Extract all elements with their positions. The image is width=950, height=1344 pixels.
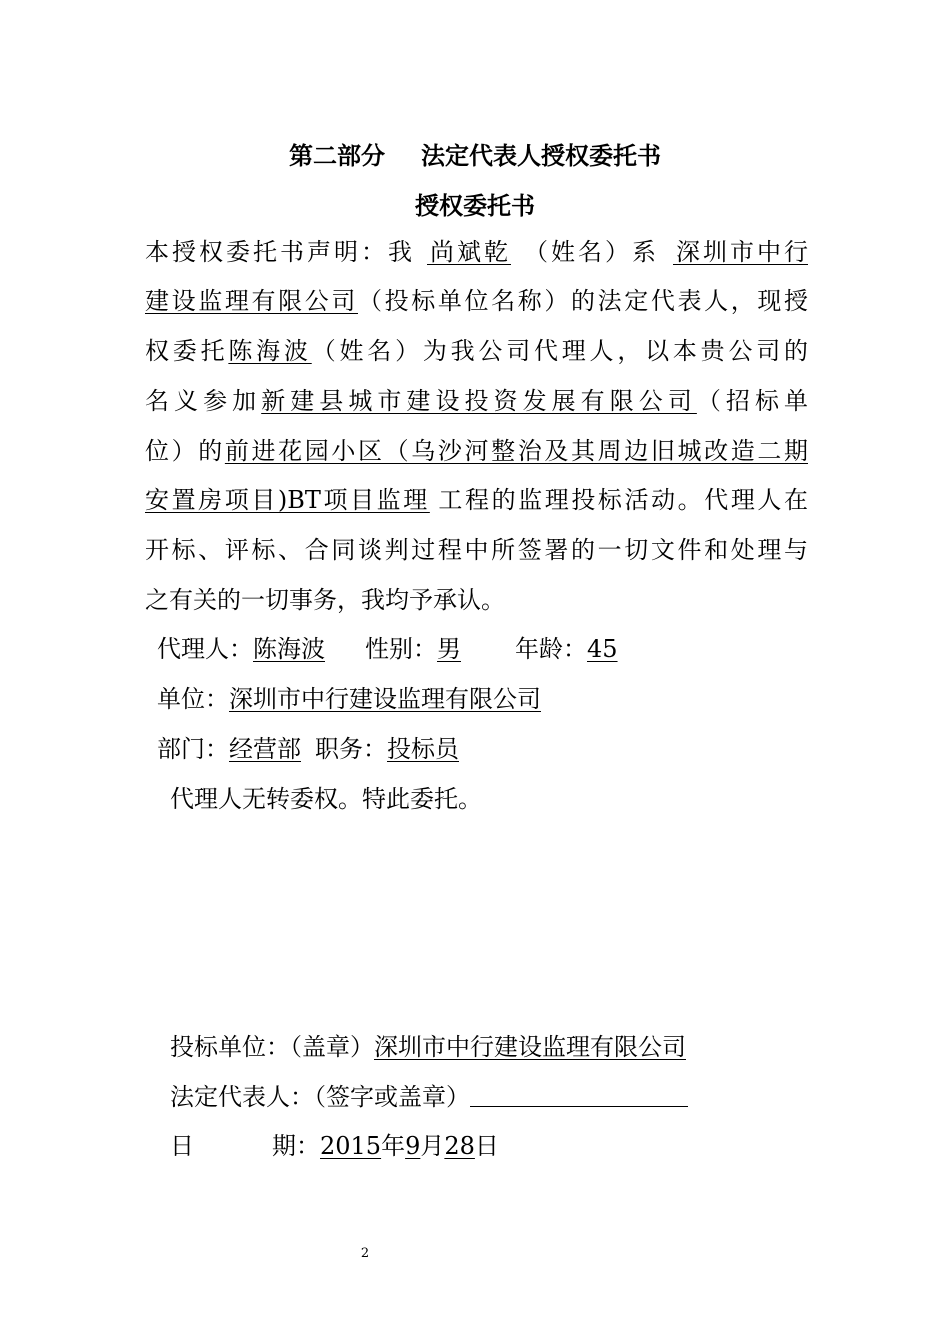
agent-note: 代理人无转委权。特此委托。	[170, 785, 482, 813]
agent-dept-line: 部门：经营部 职务：投标员	[157, 735, 459, 763]
date-line: 日 期：2015年9月28日	[170, 1132, 499, 1160]
rep-line: 法定代表人：（签字或盖章）	[170, 1082, 833, 1112]
body-line-4: 名义参加新建县城市建设投资发展有限公司（招标单	[145, 387, 809, 415]
project-name-b: 安置房项目)BT项目监理	[145, 486, 430, 514]
agent-age: 45	[587, 635, 618, 663]
body-line-6: 安置房项目)BT项目监理 工程的监理投标活动。代理人在	[145, 486, 809, 514]
company-name-b: 建设监理有限公司	[145, 287, 358, 315]
date-month: 9	[405, 1132, 421, 1160]
agent-title: 投标员	[387, 735, 459, 763]
section-heading	[0, 136, 950, 171]
body-line-2: 建设监理有限公司（投标单位名称）的法定代表人，现授	[145, 287, 808, 315]
body-line-3: 权委托陈海波（姓名）为我公司代理人，以本贵公司的	[145, 337, 809, 365]
company-name-a: 深圳市中行	[673, 238, 808, 266]
body-line-8: 之有关的一切事务，我均予承认。	[145, 586, 505, 614]
body-line-7: 开标、评标、合同谈判过程中所签署的一切文件和处理与	[145, 536, 808, 564]
agent-info-line: 代理人：陈海波 性别：男 年龄：45	[157, 635, 618, 663]
agent-unit: 深圳市中行建设监理有限公司	[229, 685, 541, 713]
agent-dept: 经营部	[229, 735, 301, 763]
signature-blank	[470, 1084, 688, 1107]
date-year: 2015	[320, 1132, 382, 1160]
body-line-1: 本授权委托书声明：我 尚斌乾 （姓名）系 深圳市中行	[145, 238, 808, 266]
section-title: 法定代表人授权委托书	[421, 141, 661, 170]
bidder-name: 深圳市中行建设监理有限公司	[374, 1033, 686, 1061]
agent-unit-line: 单位：深圳市中行建设监理有限公司	[157, 685, 541, 713]
project-name-a: 前进花园小区（乌沙河整治及其周边旧城改造二期	[224, 437, 808, 465]
grantor-name: 尚斌乾	[427, 238, 511, 266]
bidder-line: 投标单位：（盖章）深圳市中行建设监理有限公司	[170, 1033, 686, 1061]
agent-gender: 男	[437, 635, 461, 663]
document-title: 授权委托书	[415, 191, 535, 220]
agent-name: 陈海波	[253, 635, 325, 663]
page-number: 2	[360, 1246, 370, 1261]
tender-org: 新建县城市建设投资发展有限公司	[261, 387, 697, 415]
body-line-5: 位）的前进花园小区（乌沙河整治及其周边旧城改造二期	[145, 437, 808, 465]
agent-name-inline: 陈海波	[228, 337, 312, 365]
section-part: 第二部分	[289, 141, 385, 170]
date-day: 28	[444, 1132, 475, 1160]
